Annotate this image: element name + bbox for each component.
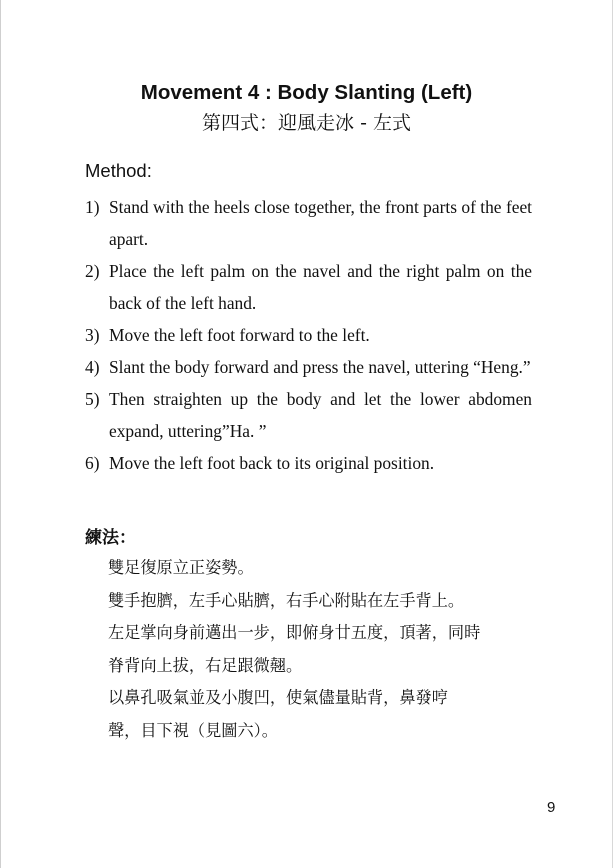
- step-number: 3): [85, 325, 100, 345]
- chinese-line: 聲，目下視（見圖六）。: [108, 720, 278, 740]
- step-text: Move the left foot back to its original position.: [109, 453, 435, 473]
- title-chinese: 第四式：迎風走冰 - 左式: [202, 112, 411, 134]
- step-number: 4): [85, 357, 100, 377]
- step-item-2: [85, 255, 532, 319]
- step-item-6: [85, 447, 532, 479]
- step-text: Then straighten up the body and let the lower abdomen expand, uttering”Ha. ”: [109, 389, 532, 441]
- chinese-line: 雙手抱臍，左手心貼臍，右手心附貼在左手背上。: [108, 590, 465, 610]
- step-number: 2): [85, 261, 100, 281]
- chinese-line: 雙足復原立正姿勢。: [108, 558, 254, 577]
- title-english: Movement 4 : Body Slanting (Left): [140, 81, 473, 104]
- step-number: 6): [85, 453, 100, 473]
- chinese-instructions: [108, 552, 532, 747]
- step-text: Slant the body forward and press the navel, uttering “Heng.”: [109, 357, 531, 377]
- step-item-5: [85, 383, 532, 447]
- chinese-line: 以鼻孔吸氣並及小腹凹，使氣儘量貼背，鼻發哼: [108, 688, 448, 707]
- method-heading: Method:: [85, 160, 152, 181]
- chinese-line: 脊背向上拔，右足跟微翹。: [108, 655, 303, 675]
- step-text: Move the left foot forward to the left.: [109, 325, 370, 345]
- step-item-4: [85, 351, 532, 383]
- method-steps-list: [85, 191, 532, 479]
- chinese-method-heading: 練法：: [85, 528, 136, 548]
- chinese-line: 左足掌向身前邁出一步，即俯身廿五度，頂著，同時: [108, 623, 481, 642]
- page-number: 9: [547, 799, 556, 816]
- step-text: Place the left palm on the navel and the right palm on the back of the left hand.: [109, 261, 532, 313]
- step-number: 5): [85, 389, 100, 409]
- step-number: 1): [85, 197, 100, 217]
- step-text: Stand with the heels close together, the front parts of the feet apart.: [109, 197, 532, 249]
- step-item-3: [85, 319, 532, 351]
- step-item-1: [85, 191, 532, 255]
